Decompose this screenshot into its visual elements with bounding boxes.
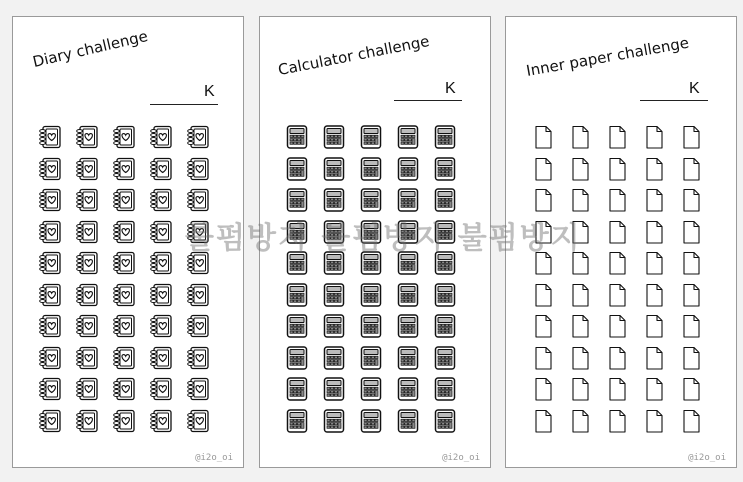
calculator-icon xyxy=(321,376,347,402)
paper-sheet-icon xyxy=(567,313,593,339)
diary-heart-icon xyxy=(148,282,174,308)
calculator-icon-grid xyxy=(284,124,466,439)
calculator-challenge-card xyxy=(259,16,491,468)
calculator-icon xyxy=(321,250,347,276)
calculator-icon xyxy=(432,313,458,339)
paper-sheet-icon xyxy=(678,345,704,371)
calculator-icon xyxy=(284,187,310,213)
paper-sheet-icon xyxy=(604,408,630,434)
diary-heart-icon xyxy=(37,124,63,150)
paper-sheet-icon xyxy=(678,219,704,245)
paper-sheet-icon xyxy=(678,156,704,182)
calculator-icon xyxy=(284,313,310,339)
calculator-icon xyxy=(358,282,384,308)
paper-sheet-icon xyxy=(678,282,704,308)
diary-heart-icon xyxy=(148,313,174,339)
diary-heart-icon xyxy=(148,345,174,371)
paper-sheet-icon xyxy=(641,345,667,371)
paper-sheet-icon xyxy=(530,219,556,245)
diary-heart-icon xyxy=(185,345,211,371)
paper-sheet-icon xyxy=(530,156,556,182)
calculator-icon xyxy=(284,376,310,402)
card-title: Diary challenge xyxy=(30,27,150,71)
calculator-icon xyxy=(284,124,310,150)
card-title: Calculator challenge xyxy=(276,31,431,79)
signature: @i2o_oi xyxy=(688,453,726,463)
diary-icon-grid xyxy=(37,124,219,439)
diary-heart-icon xyxy=(111,313,137,339)
paper-sheet-icon xyxy=(641,124,667,150)
paper-sheet-icon xyxy=(641,376,667,402)
paper-sheet-icon xyxy=(567,376,593,402)
paper-sheet-icon xyxy=(641,187,667,213)
diary-heart-icon xyxy=(37,219,63,245)
paper-sheet-icon xyxy=(678,376,704,402)
diary-heart-icon xyxy=(74,219,100,245)
diary-heart-icon xyxy=(111,376,137,402)
calculator-icon xyxy=(284,250,310,276)
calculator-icon xyxy=(321,187,347,213)
diary-heart-icon xyxy=(148,124,174,150)
paper-sheet-icon xyxy=(678,313,704,339)
calculator-icon xyxy=(284,408,310,434)
calculator-icon xyxy=(432,345,458,371)
calculator-icon xyxy=(395,282,421,308)
diary-heart-icon xyxy=(185,408,211,434)
calculator-icon xyxy=(358,250,384,276)
diary-heart-icon xyxy=(185,187,211,213)
paper-sheet-icon xyxy=(567,250,593,276)
calculator-icon xyxy=(358,124,384,150)
paper-sheet-icon xyxy=(641,156,667,182)
diary-heart-icon xyxy=(148,408,174,434)
card-title: Inner paper challenge xyxy=(524,33,691,80)
calculator-icon xyxy=(395,313,421,339)
calculator-icon xyxy=(395,345,421,371)
diary-heart-icon xyxy=(37,408,63,434)
paper-sheet-icon xyxy=(604,187,630,213)
paper-sheet-icon xyxy=(530,345,556,371)
diary-heart-icon xyxy=(185,376,211,402)
paper-sheet-icon xyxy=(567,124,593,150)
calculator-icon xyxy=(432,408,458,434)
paper-sheet-icon xyxy=(530,124,556,150)
diary-heart-icon xyxy=(148,250,174,276)
watermark: 불펌방지 불펌방지 불펌방지 xyxy=(185,221,582,256)
k-label: K xyxy=(204,83,215,100)
diary-heart-icon xyxy=(111,219,137,245)
k-label: K xyxy=(445,80,456,97)
paper-sheet-icon xyxy=(530,187,556,213)
paper-sheet-icon xyxy=(641,219,667,245)
calculator-icon xyxy=(284,345,310,371)
diary-heart-icon xyxy=(111,345,137,371)
paper-sheet-icon xyxy=(604,282,630,308)
calculator-icon xyxy=(358,376,384,402)
paper-sheet-icon xyxy=(678,124,704,150)
diary-heart-icon xyxy=(37,187,63,213)
diary-heart-icon xyxy=(37,156,63,182)
paper-sheet-icon xyxy=(530,313,556,339)
diary-heart-icon xyxy=(74,187,100,213)
calculator-icon xyxy=(358,313,384,339)
calculator-icon xyxy=(432,250,458,276)
diary-heart-icon xyxy=(37,345,63,371)
paper-sheet-icon xyxy=(604,156,630,182)
paper-sheet-icon xyxy=(641,250,667,276)
diary-heart-icon xyxy=(148,187,174,213)
paper-sheet-icon xyxy=(678,187,704,213)
paper-sheet-icon xyxy=(678,250,704,276)
paper-sheet-icon xyxy=(567,156,593,182)
diary-heart-icon xyxy=(111,124,137,150)
k-underline xyxy=(640,100,708,101)
diary-heart-icon xyxy=(185,313,211,339)
paper-sheet-icon xyxy=(567,187,593,213)
inner-paper-challenge-card xyxy=(505,16,737,468)
k-label: K xyxy=(689,80,700,97)
paper-sheet-icon xyxy=(604,250,630,276)
diary-heart-icon xyxy=(148,219,174,245)
calculator-icon xyxy=(358,156,384,182)
calculator-icon xyxy=(284,156,310,182)
paper-sheet-icon xyxy=(530,376,556,402)
diary-heart-icon xyxy=(185,250,211,276)
paper-sheet-icon xyxy=(567,408,593,434)
calculator-icon xyxy=(321,156,347,182)
diary-heart-icon xyxy=(185,156,211,182)
calculator-icon xyxy=(321,408,347,434)
calculator-icon xyxy=(321,124,347,150)
diary-heart-icon xyxy=(111,156,137,182)
diary-heart-icon xyxy=(74,408,100,434)
calculator-icon xyxy=(432,124,458,150)
calculator-icon xyxy=(395,250,421,276)
diary-heart-icon xyxy=(74,282,100,308)
paper-sheet-icon xyxy=(604,124,630,150)
signature: @i2o_oi xyxy=(195,453,233,463)
paper-sheet-icon xyxy=(641,313,667,339)
calculator-icon xyxy=(284,282,310,308)
diary-heart-icon xyxy=(148,376,174,402)
diary-heart-icon xyxy=(185,124,211,150)
diary-heart-icon xyxy=(74,376,100,402)
diary-heart-icon xyxy=(37,313,63,339)
k-underline xyxy=(394,100,462,101)
calculator-icon xyxy=(432,282,458,308)
calculator-icon xyxy=(432,187,458,213)
paper-sheet-icon xyxy=(604,376,630,402)
calculator-icon xyxy=(395,376,421,402)
paper-sheet-icon xyxy=(567,282,593,308)
calculator-icon xyxy=(358,187,384,213)
paper-sheet-icon xyxy=(530,408,556,434)
paper-sheet-icon xyxy=(567,345,593,371)
calculator-icon xyxy=(321,219,347,245)
diary-heart-icon xyxy=(74,156,100,182)
calculator-icon xyxy=(321,313,347,339)
diary-heart-icon xyxy=(37,282,63,308)
calculator-icon xyxy=(321,282,347,308)
diary-heart-icon xyxy=(148,156,174,182)
diary-heart-icon xyxy=(111,408,137,434)
paper-sheet-icon xyxy=(567,219,593,245)
diary-heart-icon xyxy=(111,187,137,213)
paper-icon-grid xyxy=(530,124,712,439)
calculator-icon xyxy=(395,156,421,182)
paper-sheet-icon xyxy=(641,408,667,434)
calculator-icon xyxy=(395,124,421,150)
diary-challenge-card xyxy=(12,16,244,468)
diary-heart-icon xyxy=(185,282,211,308)
diary-heart-icon xyxy=(111,282,137,308)
diary-heart-icon xyxy=(74,124,100,150)
calculator-icon xyxy=(395,408,421,434)
paper-sheet-icon xyxy=(530,250,556,276)
paper-sheet-icon xyxy=(530,282,556,308)
k-underline xyxy=(150,104,218,105)
paper-sheet-icon xyxy=(678,408,704,434)
paper-sheet-icon xyxy=(604,313,630,339)
paper-sheet-icon xyxy=(604,345,630,371)
calculator-icon xyxy=(358,408,384,434)
calculator-icon xyxy=(432,156,458,182)
diary-heart-icon xyxy=(74,250,100,276)
diary-heart-icon xyxy=(74,345,100,371)
calculator-icon xyxy=(321,345,347,371)
signature: @i2o_oi xyxy=(442,453,480,463)
diary-heart-icon xyxy=(185,219,211,245)
paper-sheet-icon xyxy=(604,219,630,245)
calculator-icon xyxy=(395,187,421,213)
diary-heart-icon xyxy=(74,313,100,339)
calculator-icon xyxy=(284,219,310,245)
diary-heart-icon xyxy=(111,250,137,276)
diary-heart-icon xyxy=(37,376,63,402)
calculator-icon xyxy=(358,345,384,371)
diary-heart-icon xyxy=(37,250,63,276)
calculator-icon xyxy=(395,219,421,245)
paper-sheet-icon xyxy=(641,282,667,308)
calculator-icon xyxy=(432,219,458,245)
calculator-icon xyxy=(432,376,458,402)
calculator-icon xyxy=(358,219,384,245)
